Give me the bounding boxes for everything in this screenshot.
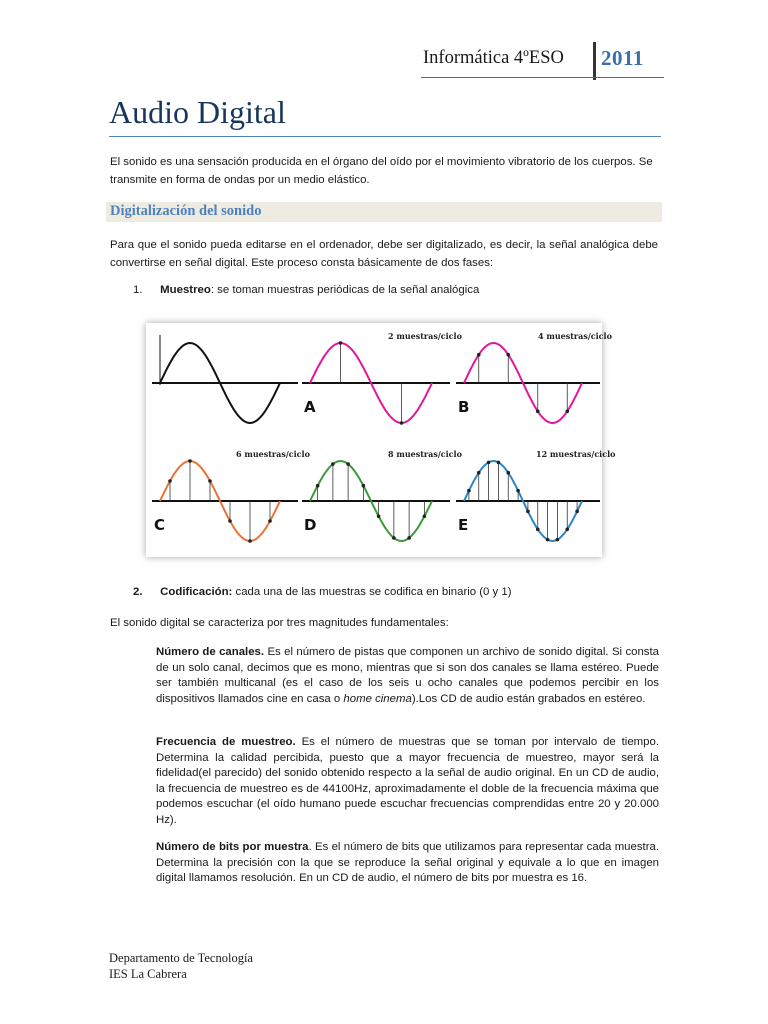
sample-point xyxy=(400,421,404,425)
list-item-term: Muestreo xyxy=(160,284,211,296)
sample-point xyxy=(536,409,540,413)
sample-point xyxy=(316,484,320,488)
panel-letter: A xyxy=(304,398,316,416)
list-item-text: cada una de las muestras se codifica en binario (0 y 1) xyxy=(232,586,512,598)
sample-point xyxy=(228,519,232,523)
list-item-muestreo xyxy=(133,281,479,299)
title-rule xyxy=(109,136,661,137)
magnitude-text: . Es el número de bits que utilizamos para representar cada muestra. Determina la precisión con la que se reproduce la señal original y equivale a lo que en imagen digital llamamos resolución. En un CD de audio, el número de bits por muestra es 16. xyxy=(156,841,660,885)
sample-point xyxy=(168,479,172,483)
panel-label: 2 muestras/ciclo xyxy=(388,331,462,341)
section-title: Digitalización del sonido xyxy=(110,203,262,219)
sample-point xyxy=(575,510,579,514)
sample-point xyxy=(392,536,396,540)
sample-point xyxy=(477,353,481,357)
magnitude-italic: home cinema xyxy=(343,692,412,705)
sample-point xyxy=(546,538,550,542)
page-title: Audio Digital xyxy=(109,94,286,130)
sampling-figure-svg xyxy=(146,323,616,557)
header-divider xyxy=(593,42,596,80)
sample-point xyxy=(423,515,427,519)
magnitude-term: Número de bits por muestra xyxy=(156,841,309,853)
sample-point xyxy=(526,510,530,514)
sample-point xyxy=(208,479,212,483)
list-item-codificacion xyxy=(133,583,512,601)
sample-point xyxy=(516,489,520,493)
sample-point xyxy=(467,489,471,493)
list-item-number: 2. xyxy=(133,586,143,598)
magnitude-text: Es el número de pistas que componen un archivo de sonido digital. Si consta de un solo canal, decimos que es mono, mientras que si son dos canales se llama estéreo. Puede ser también multicanal (es el caso de los seis u ocho canales que podemos percibir en los dispositivos llamados cine en casa o xyxy=(156,646,660,705)
footer-department: Departamento de Tecnología xyxy=(109,951,253,965)
magnitudes-intro: El sonido digital se caracteriza por tres magnitudes fundamentales: xyxy=(110,617,449,629)
magnitude-term: Número de canales. xyxy=(156,646,265,658)
sample-point xyxy=(331,462,335,466)
sample-point xyxy=(565,527,569,531)
sample-point xyxy=(487,461,491,465)
magnitude-term: Frecuencia de muestreo. xyxy=(156,736,296,748)
sample-point xyxy=(506,471,510,475)
magnitude-canales xyxy=(156,645,659,707)
header-year: 2011 xyxy=(601,46,644,70)
sample-point xyxy=(188,459,192,463)
magnitude-text: Es el número de muestras que se toman por intervalo de tiempo. Determina la calidad percibida, puesto que a mayor frecuencia de muestreo, mayor será la fidelidad(el parecido) del sonido obtenido respecto a la señal de audio original. En un CD de audio, la frecuencia de muestreo es de 44100Hz, aproximadamente el doble de la frecuencia máxima que podemos escuchar (el oído humano puede escuchar frecuencias comprendidas entre 20 y 20.000 Hz). xyxy=(156,736,659,826)
sample-point xyxy=(497,461,501,465)
sampling-figure xyxy=(146,323,616,557)
panel-letter: D xyxy=(304,516,317,534)
panel-label: 8 muestras/ciclo xyxy=(388,449,462,459)
section-intro-paragraph: Para que el sonido pueda editarse en el ordenador, debe ser digitalizado, es decir, la señal analógica debe convertirse en señal digital. Este proceso consta básicamente de dos fases: xyxy=(110,239,658,269)
panel-label: 12 muestras/ciclo xyxy=(536,449,616,459)
sample-point xyxy=(268,519,272,523)
sample-point xyxy=(362,484,366,488)
sample-point xyxy=(248,539,252,543)
sample-point xyxy=(536,527,540,531)
sample-point xyxy=(346,462,350,466)
magnitude-bits xyxy=(156,840,659,887)
sample-point xyxy=(339,341,343,345)
panel-label: 4 muestras/ciclo xyxy=(538,331,612,341)
panel-letter: B xyxy=(458,398,470,416)
sample-point xyxy=(556,538,560,542)
list-item-term: Codificación: xyxy=(160,586,233,598)
list-item-number: 1. xyxy=(133,284,143,296)
panel-letter: E xyxy=(458,516,469,534)
intro-paragraph: El sonido es una sensación producida en el órgano del oído por el movimiento vibratorio de los cuerpos. Se transmite en forma de ondas por un medio elástico. xyxy=(110,156,653,186)
sample-point xyxy=(407,536,411,540)
magnitude-frecuencia xyxy=(156,735,659,829)
sample-point xyxy=(506,353,510,357)
panel-label: 6 muestras/ciclo xyxy=(236,449,310,459)
footer-school: IES La Cabrera xyxy=(109,967,187,981)
list-item-text: : se toman muestras periódicas de la señal analógica xyxy=(210,284,480,296)
header-rule xyxy=(421,77,664,78)
header-subject: Informática 4ºESO xyxy=(423,48,564,68)
panel-letter: C xyxy=(154,516,166,534)
magnitude-text-end: ).Los CD de audio están grabados en estéreo. xyxy=(411,692,646,705)
sample-point xyxy=(477,471,481,475)
sample-point xyxy=(377,515,381,519)
sample-point xyxy=(565,409,569,413)
